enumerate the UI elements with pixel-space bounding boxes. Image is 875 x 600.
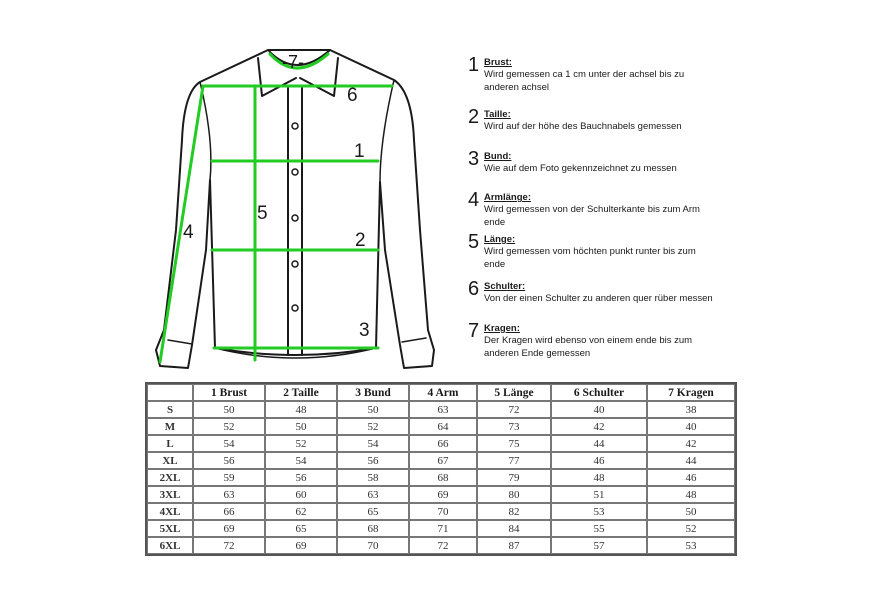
- table-cell: 46: [551, 452, 647, 469]
- shirt-button: [292, 123, 298, 129]
- table-row: [147, 520, 735, 537]
- legend-title: Taille:: [484, 109, 511, 120]
- table-cell: 50: [193, 401, 265, 418]
- legend-number: 6: [468, 278, 480, 300]
- table-row: [147, 486, 735, 503]
- table-cell: 48: [551, 469, 647, 486]
- table-cell: 42: [647, 435, 735, 452]
- size-label-cell: M: [147, 418, 193, 435]
- size-label-cell: 6XL: [147, 537, 193, 554]
- legend-description: Wird gemessen vom höchten punkt runter bis zum ende: [484, 246, 696, 270]
- table-cell: 72: [409, 537, 477, 554]
- legend-title: Schulter:: [484, 281, 526, 292]
- legend-title: Armlänge:: [484, 192, 531, 203]
- legend-description: Wie auf dem Foto gekennzeichnet zu messen: [484, 163, 677, 174]
- legend-number: 5: [468, 231, 480, 253]
- table-cell: 44: [647, 452, 735, 469]
- table-cell: 38: [647, 401, 735, 418]
- table-header-row: [147, 384, 735, 401]
- size-chart-table: [145, 382, 737, 556]
- table-cell: 44: [551, 435, 647, 452]
- table-cell: 72: [477, 401, 551, 418]
- table-row: [147, 537, 735, 554]
- column-header: 4 Arm: [409, 384, 477, 401]
- table-row: [147, 503, 735, 520]
- size-label-cell: 5XL: [147, 520, 193, 537]
- right-cuff-line: [402, 338, 426, 342]
- shirt-button: [292, 215, 298, 221]
- table-cell: 40: [647, 418, 735, 435]
- table-row: [147, 418, 735, 435]
- table-row: [147, 452, 735, 469]
- table-cell: 63: [337, 486, 409, 503]
- table-cell: 66: [409, 435, 477, 452]
- marker-label-1: 1: [354, 141, 365, 162]
- legend-number: 1: [468, 54, 480, 76]
- legend-title: Bund:: [484, 151, 512, 162]
- table-cell: 66: [193, 503, 265, 520]
- table-cell: 63: [409, 401, 477, 418]
- table-cell: 72: [193, 537, 265, 554]
- marker-label-4: 4: [183, 222, 194, 243]
- table-cell: 54: [265, 452, 337, 469]
- shirt-button: [292, 169, 298, 175]
- table-row: [147, 435, 735, 452]
- table-cell: 48: [647, 486, 735, 503]
- marker-label-2: 2: [355, 230, 366, 251]
- column-header: [147, 384, 193, 401]
- table-cell: 50: [647, 503, 735, 520]
- table-cell: 71: [409, 520, 477, 537]
- table-cell: 52: [337, 418, 409, 435]
- table-cell: 80: [477, 486, 551, 503]
- table-cell: 67: [409, 452, 477, 469]
- table-cell: 50: [337, 401, 409, 418]
- table-cell: 40: [551, 401, 647, 418]
- size-label-cell: 4XL: [147, 503, 193, 520]
- table-cell: 51: [551, 486, 647, 503]
- table-cell: 55: [551, 520, 647, 537]
- column-header: 7 Kragen: [647, 384, 735, 401]
- size-label-cell: L: [147, 435, 193, 452]
- size-label-cell: S: [147, 401, 193, 418]
- table-cell: 65: [265, 520, 337, 537]
- legend-description: Wird gemessen von der Schulterkante bis zum Arm ende: [484, 204, 700, 228]
- legend-number: 7: [468, 320, 480, 342]
- table-cell: 60: [265, 486, 337, 503]
- column-header: 2 Taille: [265, 384, 337, 401]
- legend-number: 4: [468, 189, 480, 211]
- table-cell: 70: [337, 537, 409, 554]
- table-cell: 48: [265, 401, 337, 418]
- table-cell: 59: [193, 469, 265, 486]
- table-cell: 87: [477, 537, 551, 554]
- table-cell: 64: [409, 418, 477, 435]
- table-cell: 62: [265, 503, 337, 520]
- table-cell: 50: [265, 418, 337, 435]
- table-cell: 56: [337, 452, 409, 469]
- collar-marker-label: -7-: [282, 52, 304, 72]
- legend-description: Von der einen Schulter zu anderen quer rüber messen: [484, 293, 713, 304]
- table-cell: 42: [551, 418, 647, 435]
- marker-label-5: 5: [257, 203, 268, 224]
- table-cell: 75: [477, 435, 551, 452]
- legend-number: 2: [468, 106, 480, 128]
- legend-description: Wird auf der höhe des Bauchnabels gemessen: [484, 121, 682, 132]
- table-cell: 68: [409, 469, 477, 486]
- table-cell: 69: [409, 486, 477, 503]
- legend-title: Brust:: [484, 57, 512, 68]
- table-cell: 46: [647, 469, 735, 486]
- table-cell: 73: [477, 418, 551, 435]
- table-cell: 82: [477, 503, 551, 520]
- table-cell: 69: [265, 537, 337, 554]
- table-cell: 68: [337, 520, 409, 537]
- shirt-button: [292, 261, 298, 267]
- table-cell: 52: [265, 435, 337, 452]
- legend-title: Kragen:: [484, 323, 520, 334]
- right-armhole-seam: [380, 80, 394, 182]
- table-cell: 63: [193, 486, 265, 503]
- left-cuff-line: [168, 340, 192, 344]
- legend-description: Wird gemessen ca 1 cm unter der achsel bis zu anderen achsel: [484, 69, 685, 93]
- legend-number: 3: [468, 148, 480, 170]
- size-label-cell: 2XL: [147, 469, 193, 486]
- column-header: 1 Brust: [193, 384, 265, 401]
- shirt-outline: [156, 50, 434, 368]
- table-cell: 53: [551, 503, 647, 520]
- table-cell: 54: [193, 435, 265, 452]
- table-cell: 52: [193, 418, 265, 435]
- marker-label-3: 3: [359, 320, 370, 341]
- size-label-cell: XL: [147, 452, 193, 469]
- column-header: 5 Länge: [477, 384, 551, 401]
- table-cell: 77: [477, 452, 551, 469]
- size-label-cell: 3XL: [147, 486, 193, 503]
- table-cell: 69: [193, 520, 265, 537]
- table-cell: 79: [477, 469, 551, 486]
- table-cell: 65: [337, 503, 409, 520]
- legend-title: Länge:: [484, 234, 516, 245]
- table-cell: 53: [647, 537, 735, 554]
- legend-description: Der Kragen wird ebenso von einem ende bis zum anderen Ende gemessen: [484, 335, 693, 359]
- table-cell: 56: [265, 469, 337, 486]
- table-cell: 70: [409, 503, 477, 520]
- column-header: 6 Schulter: [551, 384, 647, 401]
- table-cell: 52: [647, 520, 735, 537]
- table-cell: 84: [477, 520, 551, 537]
- table-cell: 56: [193, 452, 265, 469]
- shirt-button: [292, 305, 298, 311]
- table-row: [147, 469, 735, 486]
- table-cell: 57: [551, 537, 647, 554]
- table-row: [147, 401, 735, 418]
- table-cell: 54: [337, 435, 409, 452]
- table-cell: 58: [337, 469, 409, 486]
- marker-label-6: 6: [347, 85, 358, 106]
- column-header: 3 Bund: [337, 384, 409, 401]
